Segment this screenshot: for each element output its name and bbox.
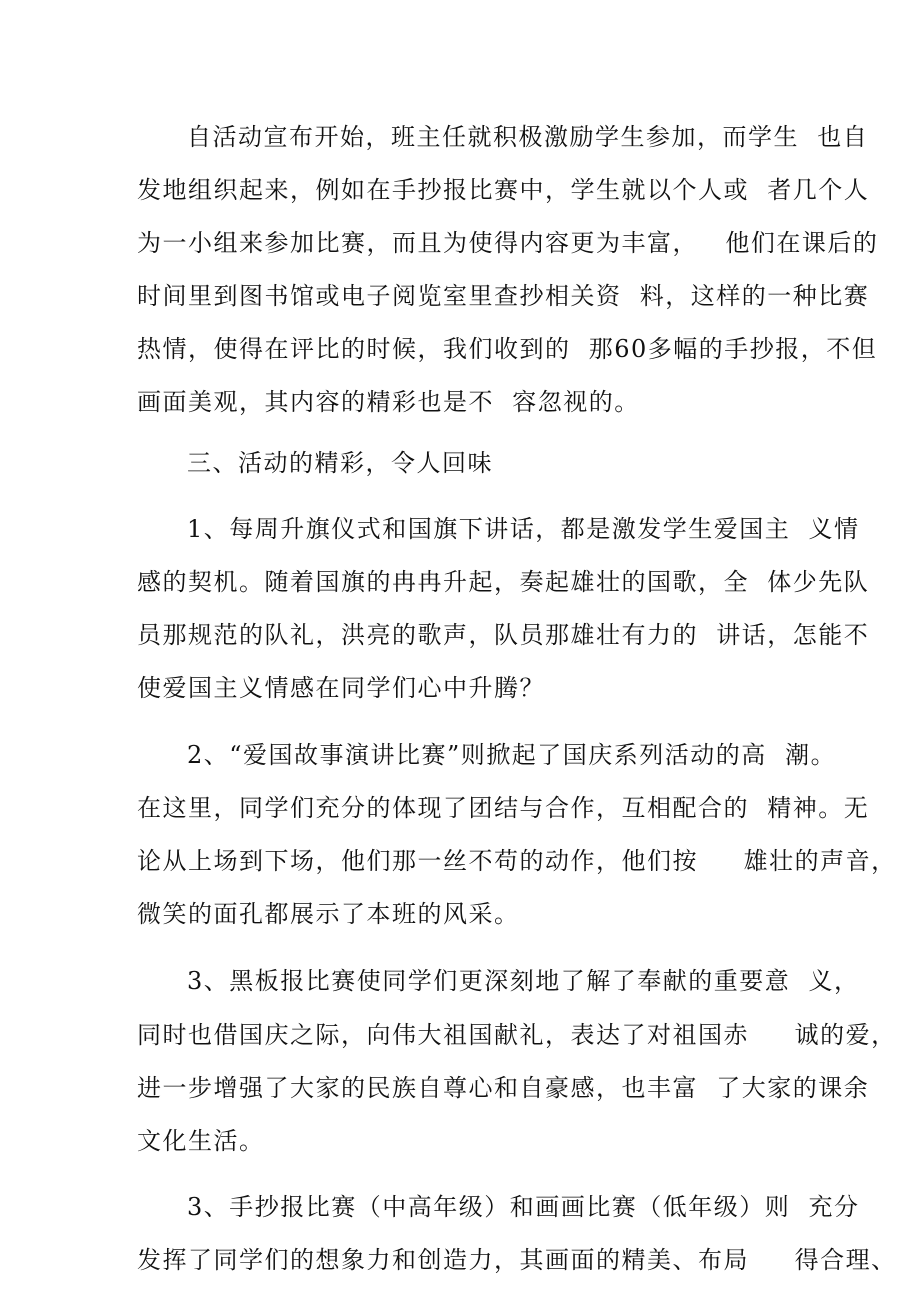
- section-heading: 三、活动的精彩，令人回味: [187, 449, 493, 477]
- paragraph-line: 微笑的面孔都展示了本班的风采。: [137, 900, 520, 928]
- paragraph-line: 在这里，同学们充分的体现了团结与合作，互相配合的 精神。无: [137, 794, 870, 822]
- paragraph-line: 论从上场到下场，他们那一丝不苟的动作，他们按 雄壮的声音，: [137, 847, 897, 875]
- paragraph-line: 员那规范的队礼，洪亮的歌声，队员那雄壮有力的 讲话，怎能不: [137, 621, 870, 649]
- paragraph-line: 同时也借国庆之际，向伟大祖国献礼，表达了对祖国赤 诚的爱，: [137, 1021, 897, 1049]
- paragraph-line: 1、每周升旗仪式和国旗下讲话，都是激发学生爱国主 义情: [187, 515, 860, 543]
- paragraph-line: 进一步增强了大家的民族自尊心和自豪感，也丰富 了大家的课余: [137, 1074, 870, 1102]
- paragraph-line: 3、黑板报比赛使同学们更深刻地了解了奉献的重要意 义，: [187, 967, 860, 995]
- paragraph-line: 使爱国主义情感在同学们心中升腾？: [137, 674, 545, 702]
- paragraph-line: 感的契机。随着国旗的冉冉升起，奏起雄壮的国歌，全 体少先队: [137, 568, 870, 596]
- paragraph-line: 热情，使得在评比的时候，我们收到的 那60多幅的手抄报，不但: [137, 335, 878, 363]
- paragraph-line: 为一小组来参加比赛，而且为使得内容更为丰富， 他们在课后的: [137, 229, 879, 257]
- paragraph-line: 发挥了同学们的想象力和创造力，其画面的精美、布局 得合理、: [137, 1246, 897, 1274]
- paragraph-line: 自活动宣布开始，班主任就积极激励学生参加，而学生 也自: [187, 123, 869, 151]
- paragraph-line: 发地组织起来，例如在手抄报比赛中，学生就以个人或 者几个人: [137, 176, 870, 204]
- paragraph-line: 2、“爱国故事演讲比赛”则掀起了国庆系列活动的高 潮。: [187, 741, 837, 769]
- paragraph-line: 3、手抄报比赛（中高年级）和画画比赛（低年级）则 充分: [187, 1193, 860, 1221]
- paragraph-line: 文化生活。: [137, 1127, 265, 1155]
- paragraph-line: 画面美观，其内容的精彩也是不 容忽视的。: [137, 388, 640, 416]
- paragraph-line: 时间里到图书馆或电子阅览室里查抄相关资 料，这样的一种比赛: [137, 282, 870, 310]
